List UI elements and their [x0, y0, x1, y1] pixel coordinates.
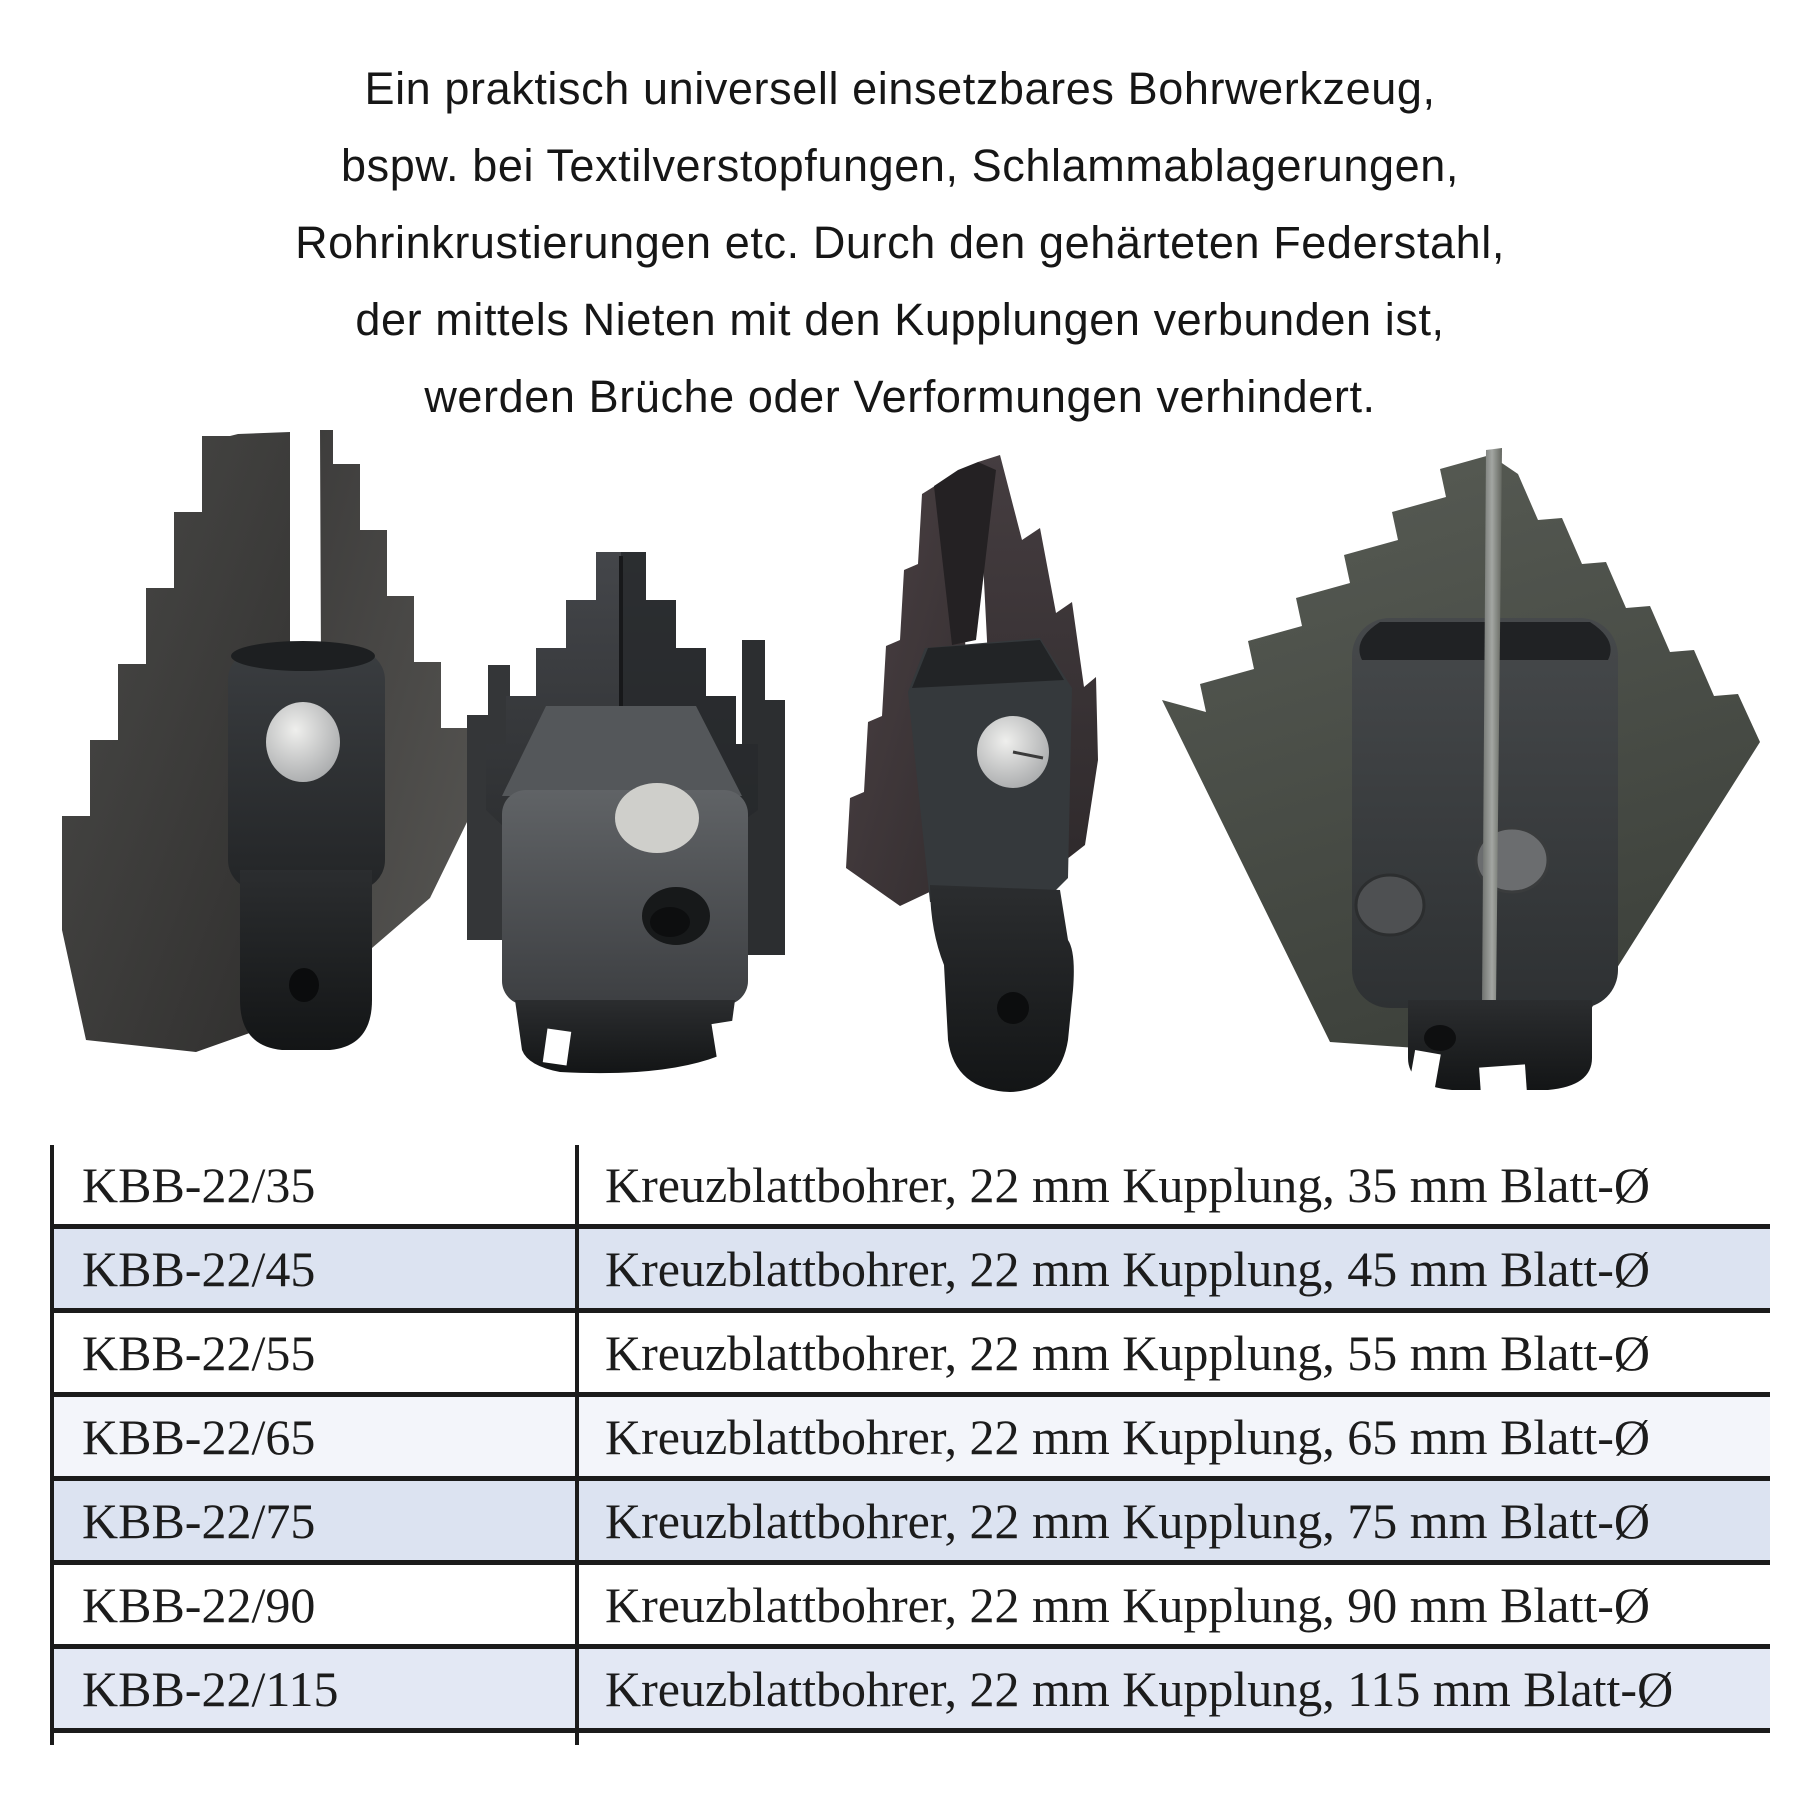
- table-row: [54, 1397, 1770, 1481]
- product-desc-cell: Kreuzblattbohrer, 22 mm Kupplung, 35 mm Blatt-Ø: [605, 1156, 1651, 1213]
- product-desc-cell: Kreuzblattbohrer, 22 mm Kupplung, 55 mm Blatt-Ø: [605, 1324, 1651, 1381]
- intro-line: Ein praktisch universell einsetzbares Bohrwerkzeug,: [364, 63, 1436, 114]
- product-photo-kreuzblattbohrer-3: [846, 455, 1098, 1092]
- table-row: [54, 1649, 1770, 1733]
- intro-line: der mittels Nieten mit den Kupplungen verbunden ist,: [355, 294, 1445, 345]
- intro-line: werden Brüche oder Verformungen verhindert.: [424, 371, 1376, 422]
- table-row-cropped: [54, 1733, 1770, 1745]
- product-desc-cell: Kreuzblattbohrer, 22 mm Kupplung, 45 mm Blatt-Ø: [605, 1240, 1651, 1297]
- table-row: [54, 1229, 1770, 1313]
- product-code-cell: KBB-22/115: [54, 1649, 579, 1728]
- product-photo-kreuzblattbohrer-2: [467, 552, 785, 1073]
- table-row: [54, 1481, 1770, 1565]
- product-code-cell: KBB-22/55: [54, 1313, 579, 1392]
- product-code-cell: KBB-22/90: [54, 1565, 579, 1644]
- product-desc-cell: Kreuzblattbohrer, 22 mm Kupplung, 115 mm Blatt-Ø: [605, 1660, 1674, 1717]
- product-table: [50, 1145, 1770, 1745]
- intro-line: Rohrinkrustierungen etc. Durch den gehärteten Federstahl,: [295, 217, 1505, 268]
- product-code-cell: KBB-22/35: [54, 1145, 579, 1224]
- intro-line: bspw. bei Textilverstopfungen, Schlammablagerungen,: [341, 140, 1459, 191]
- product-code-cell: KBB-22/75: [54, 1481, 579, 1560]
- table-row: [54, 1565, 1770, 1649]
- product-desc-cell: Kreuzblattbohrer, 22 mm Kupplung, 75 mm Blatt-Ø: [605, 1492, 1651, 1549]
- product-desc-cell: Kreuzblattbohrer, 22 mm Kupplung, 90 mm Blatt-Ø: [605, 1576, 1651, 1633]
- product-photo-kreuzblattbohrer-4: [1162, 448, 1760, 1096]
- table-row: [54, 1145, 1770, 1229]
- table-row: [54, 1313, 1770, 1397]
- product-code-cell: KBB-22/45: [54, 1229, 579, 1308]
- product-desc-cell: Kreuzblattbohrer, 22 mm Kupplung, 65 mm Blatt-Ø: [605, 1408, 1651, 1465]
- product-photo-kreuzblattbohrer-1: [62, 430, 468, 1052]
- product-code-cell: KBB-22/65: [54, 1397, 579, 1476]
